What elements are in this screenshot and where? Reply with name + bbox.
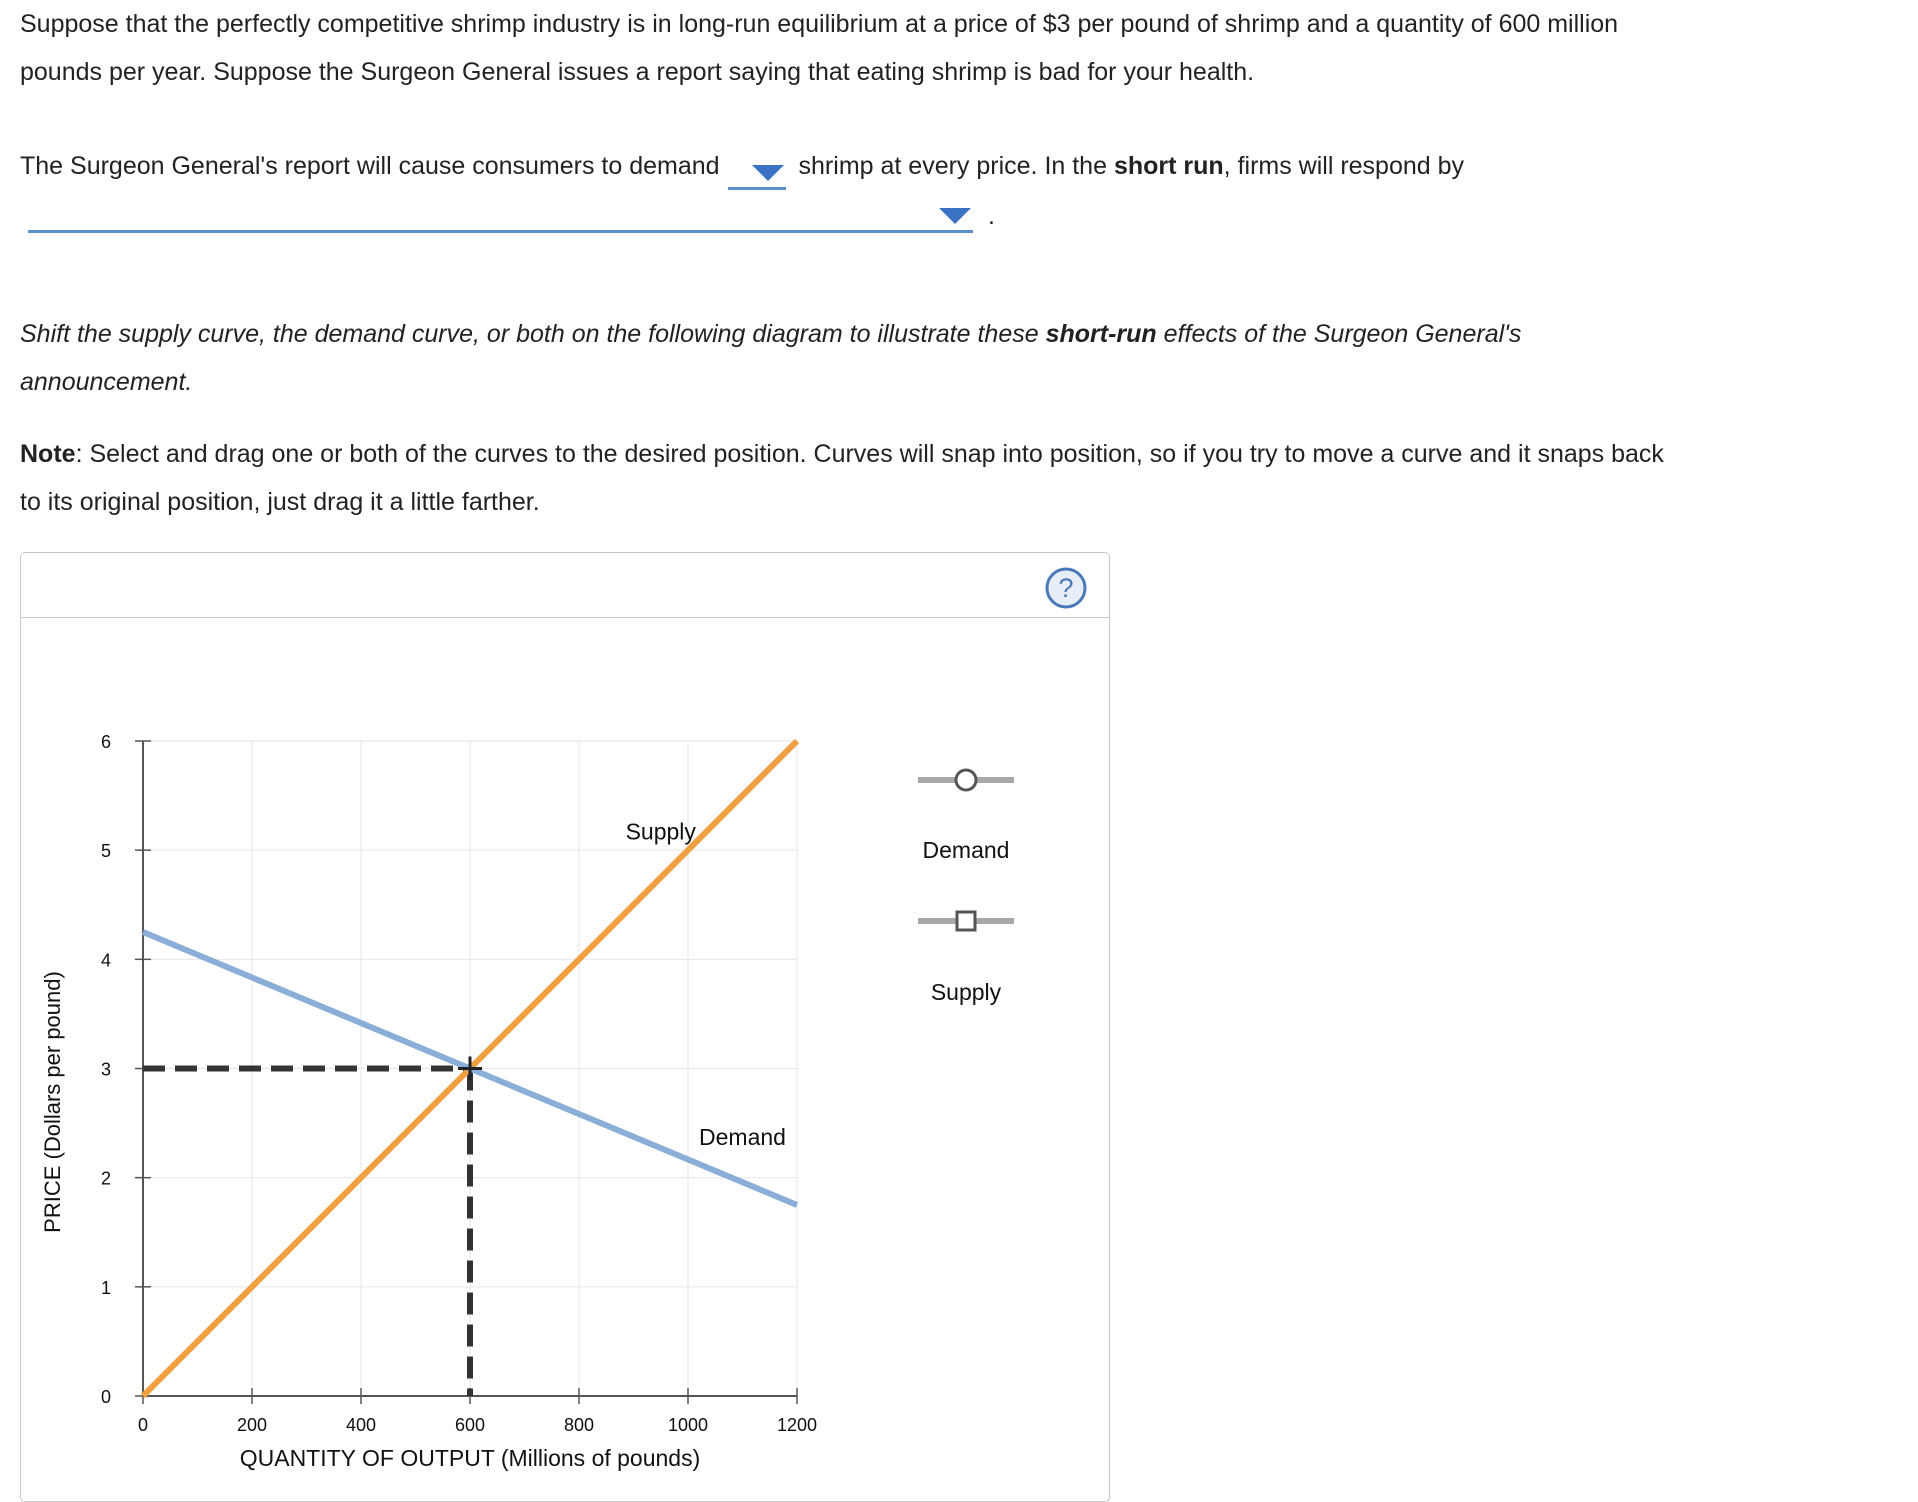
x-tick-label: 200 (236, 1415, 268, 1435)
shift-part-2: effects of the Surgeon General's (1163, 320, 1522, 348)
supply-tool[interactable] (918, 912, 1014, 1005)
demand-tool[interactable] (918, 770, 1014, 863)
question-part-3: , firms will respond by (1223, 152, 1465, 180)
y-axis-title: PRICE (Dollars per pound) (40, 971, 65, 1233)
curve-palette (918, 770, 1014, 1005)
y-tick-label: 4 (100, 950, 112, 971)
shift-part-1: Shift the supply curve, the demand curve, or both on the following diagram to illustrate these (20, 320, 1039, 348)
shift-line-2: announcement. (20, 368, 193, 396)
x-tick-label: 1000 (667, 1415, 709, 1435)
y-tick-label: 1 (100, 1277, 112, 1298)
short-run-emphasis: short run (1113, 152, 1224, 180)
supply-tool-label: Supply (930, 979, 1002, 1005)
supply-curve-label: Supply (625, 818, 696, 845)
intro-line-2: pounds per year. Suppose the Surgeon General issues a report saying that eating shrimp is bad for your health. (20, 58, 1255, 86)
question-part-2: shrimp at every price. In the (798, 152, 1107, 180)
y-tick-label: 6 (100, 732, 112, 752)
question-part-1: The Surgeon General's report will cause consumers to demand (20, 152, 720, 180)
x-axis-title: QUANTITY OF OUTPUT (Millions of pounds) (239, 1445, 701, 1471)
demand-tool-label: Demand (922, 837, 1010, 863)
chart-labels (626, 818, 786, 1150)
y-tick-label: 0 (100, 1387, 112, 1407)
demand-tool-icon (956, 770, 976, 790)
short-run-emphasis-2: short-run (1045, 320, 1157, 348)
note-body: : Select and drag one or both of the curves to the desired position. Curves will snap into position, so if you try to move a curve and it snaps back (75, 440, 1664, 468)
x-tick-label: 600 (454, 1415, 486, 1435)
y-tick-label: 5 (100, 841, 112, 862)
y-tick-label: 2 (100, 1168, 112, 1189)
demand-curve-label: Demand (699, 1123, 786, 1150)
help-glyph: ? (1058, 573, 1074, 603)
note-label: Note (20, 440, 76, 468)
y-tick-label: 3 (100, 1059, 112, 1080)
x-tick-label: 1200 (776, 1415, 818, 1435)
intro-line-1: Suppose that the perfectly competitive shrimp industry is in long-run equilibrium at a price of $3 per pound of shrimp and a quantity of 600 million (20, 10, 1619, 38)
note-line-2: to its original position, just drag it a little farther. (20, 488, 540, 516)
sentence-period: . (988, 202, 995, 230)
x-tick-label: 400 (345, 1415, 377, 1435)
x-tick-label: 0 (137, 1415, 149, 1435)
supply-tool-icon (957, 912, 975, 930)
x-tick-label: 800 (563, 1415, 595, 1435)
